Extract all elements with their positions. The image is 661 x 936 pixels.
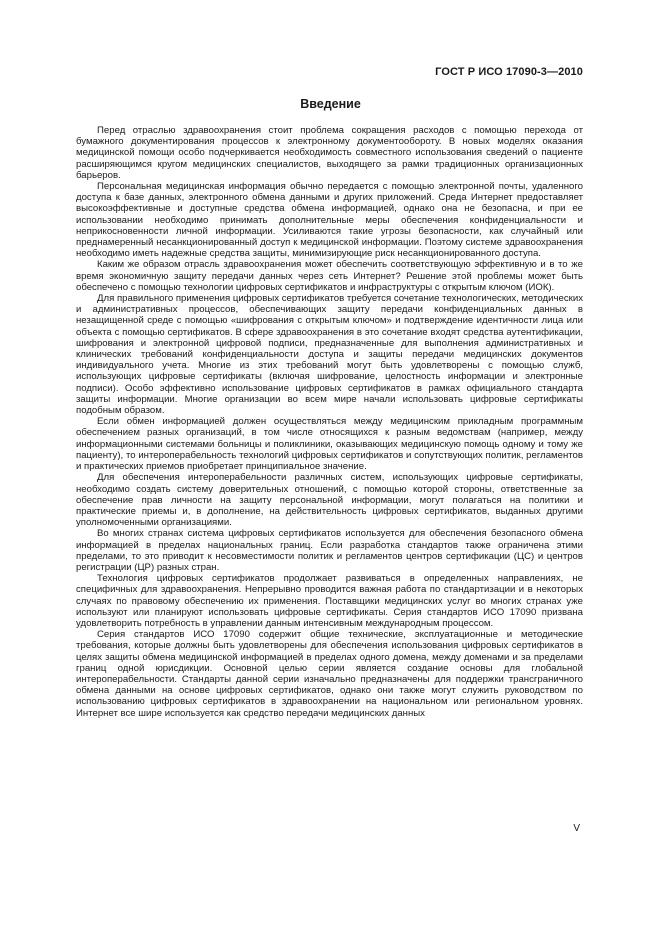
page-number: V xyxy=(573,823,580,834)
paragraph: Для правильного применения цифровых сертификатов требуется сочетание технологических, методических и административных процессов, обеспечивающих защиту передачи конфиденциальных данных в незащищенной среде с помощью «шифрования с открытым ключом» и подтверждение идентичности лица или объекта с помощью сертификатов. В сфере здравоохранения в это сочетание входят средства аутентификации, шифрования и электронной цифровой подписи, предназначенные для выполнения административных и клинических требований конфиденциальности доступа и защиты передачи медицинских документов индивидуального учета. Многие из этих требований могут быть удовлетворены с помощью служб, использующих цифровые сертификаты (включая шифрование, целостность информации и электронные подписи). Особо эффективно использование цифровых сертификатов в рамках официального стандарта защиты информации. Многие организации во всем мире начали использовать цифровые сертификаты подобным образом. xyxy=(76,293,583,417)
document-body xyxy=(76,125,583,719)
paragraph: Для обеспечения интероперабельности различных систем, использующих цифровые сертификаты, необходимо создать систему доверительных отношений, с помощью которой стороны, ответственные за обеспечение прав личности на защиту персональной информации, могут полагаться на политики и практические приемы и, в дополнение, на действительность цифровых сертификатов, выданных другими уполномоченными организациями. xyxy=(76,472,583,529)
paragraph: Серия стандартов ИСО 17090 содержит общие технические, эксплуатационные и методические требования, которые должны быть удовлетворены для обеспечения использования цифровых сертификатов в целях защиты обмена медицинской информацией в пределах одного домена, между доменами и за пределами границ одной юрисдикции. Основной целью серии является создание основы для глобальной интероперабельности. Стандарты данной серии изначально предназначены для поддержки трансграничного обмена данными на основе цифровых сертификатов, однако они также могут служить руководством по использованию цифровых сертификатов в здравоохранении на национальном или региональном уровнях. Интернет все шире используется как средство передачи медицинских данных xyxy=(76,629,583,719)
section-title: Введение xyxy=(300,97,361,111)
paragraph: Во многих странах система цифровых сертификатов используется для обеспечения безопасного обмена информацией в пределах национальных границ. Если разработка стандартов также ограничена этими пределами, то это приводит к несовместимости политик и регламентов центров сертификации (ЦС) и центров регистрации (ЦР) разных стран. xyxy=(76,528,583,573)
paragraph: Технология цифровых сертификатов продолжает развиваться в определенных направлениях, не специфичных для здравоохранения. Непрерывно проводится важная работа по стандартизации и в некоторых случаях по правовому обеспечению их применения. Поставщики медицинских услуг во многих странах уже используют или планируют использовать цифровые сертификаты. Серия стандартов ИСО 17090 призвана удовлетворить потребность в управлении данным интенсивным международным процессом. xyxy=(76,573,583,629)
paragraph: Персональная медицинская информация обычно передается с помощью электронной почты, удаленного доступа к базе данных, электронного обмена данными и других приложений. Среда Интернет предоставляет высокоэффективные и доступные средства обмена информацией, однако она не безопасна, и при ее использовании необходимо принимать дополнительные меры обеспечения конфиденциальности и неприкосновенности личной информации. Усиливаются такие угрозы безопасности, как случайный или преднамеренный несанкционированный доступ к медицинской информации. Поэтому системе здравоохранения необходимо иметь надежные средства защиты, минимизирующие риск несанкционированного доступа. xyxy=(76,181,583,260)
standard-code-header: ГОСТ Р ИСО 17090-3—2010 xyxy=(435,66,583,78)
paragraph: Если обмен информацией должен осуществляться между медицинским прикладным программным обеспечением разных организаций, в том числе относящихся к разным ведомствам (например, между информационными системами больницы и поликлиники, оказывающих медицинскую помощь одному и тому же пациенту), то интероперабельность технологий цифровых сертификатов и сопутствующих политик, регламентов и практических приемов приобретает принципиальное значение. xyxy=(76,416,583,473)
paragraph: Каким же образом отрасль здравоохранения может обеспечить соответствующую эффективную и в то же время экономичную защиту передачи данных через сеть Интернет? Решение этой проблемы может быть обеспечено с помощью технологии цифровых сертификатов и инфраструктуры с открытым ключом (ИОК). xyxy=(76,259,583,293)
paragraph: Перед отраслью здравоохранения стоит проблема сокращения расходов с помощью перехода от бумажного документирования процессов к электронному документообороту. В новых моделях оказания медицинской помощи особо подчеркивается необходимость совместного использования сведений о пациенте расширяющимся кругом медицинских специалистов, выходящего за рамки традиционных организационных барьеров. xyxy=(76,125,583,181)
